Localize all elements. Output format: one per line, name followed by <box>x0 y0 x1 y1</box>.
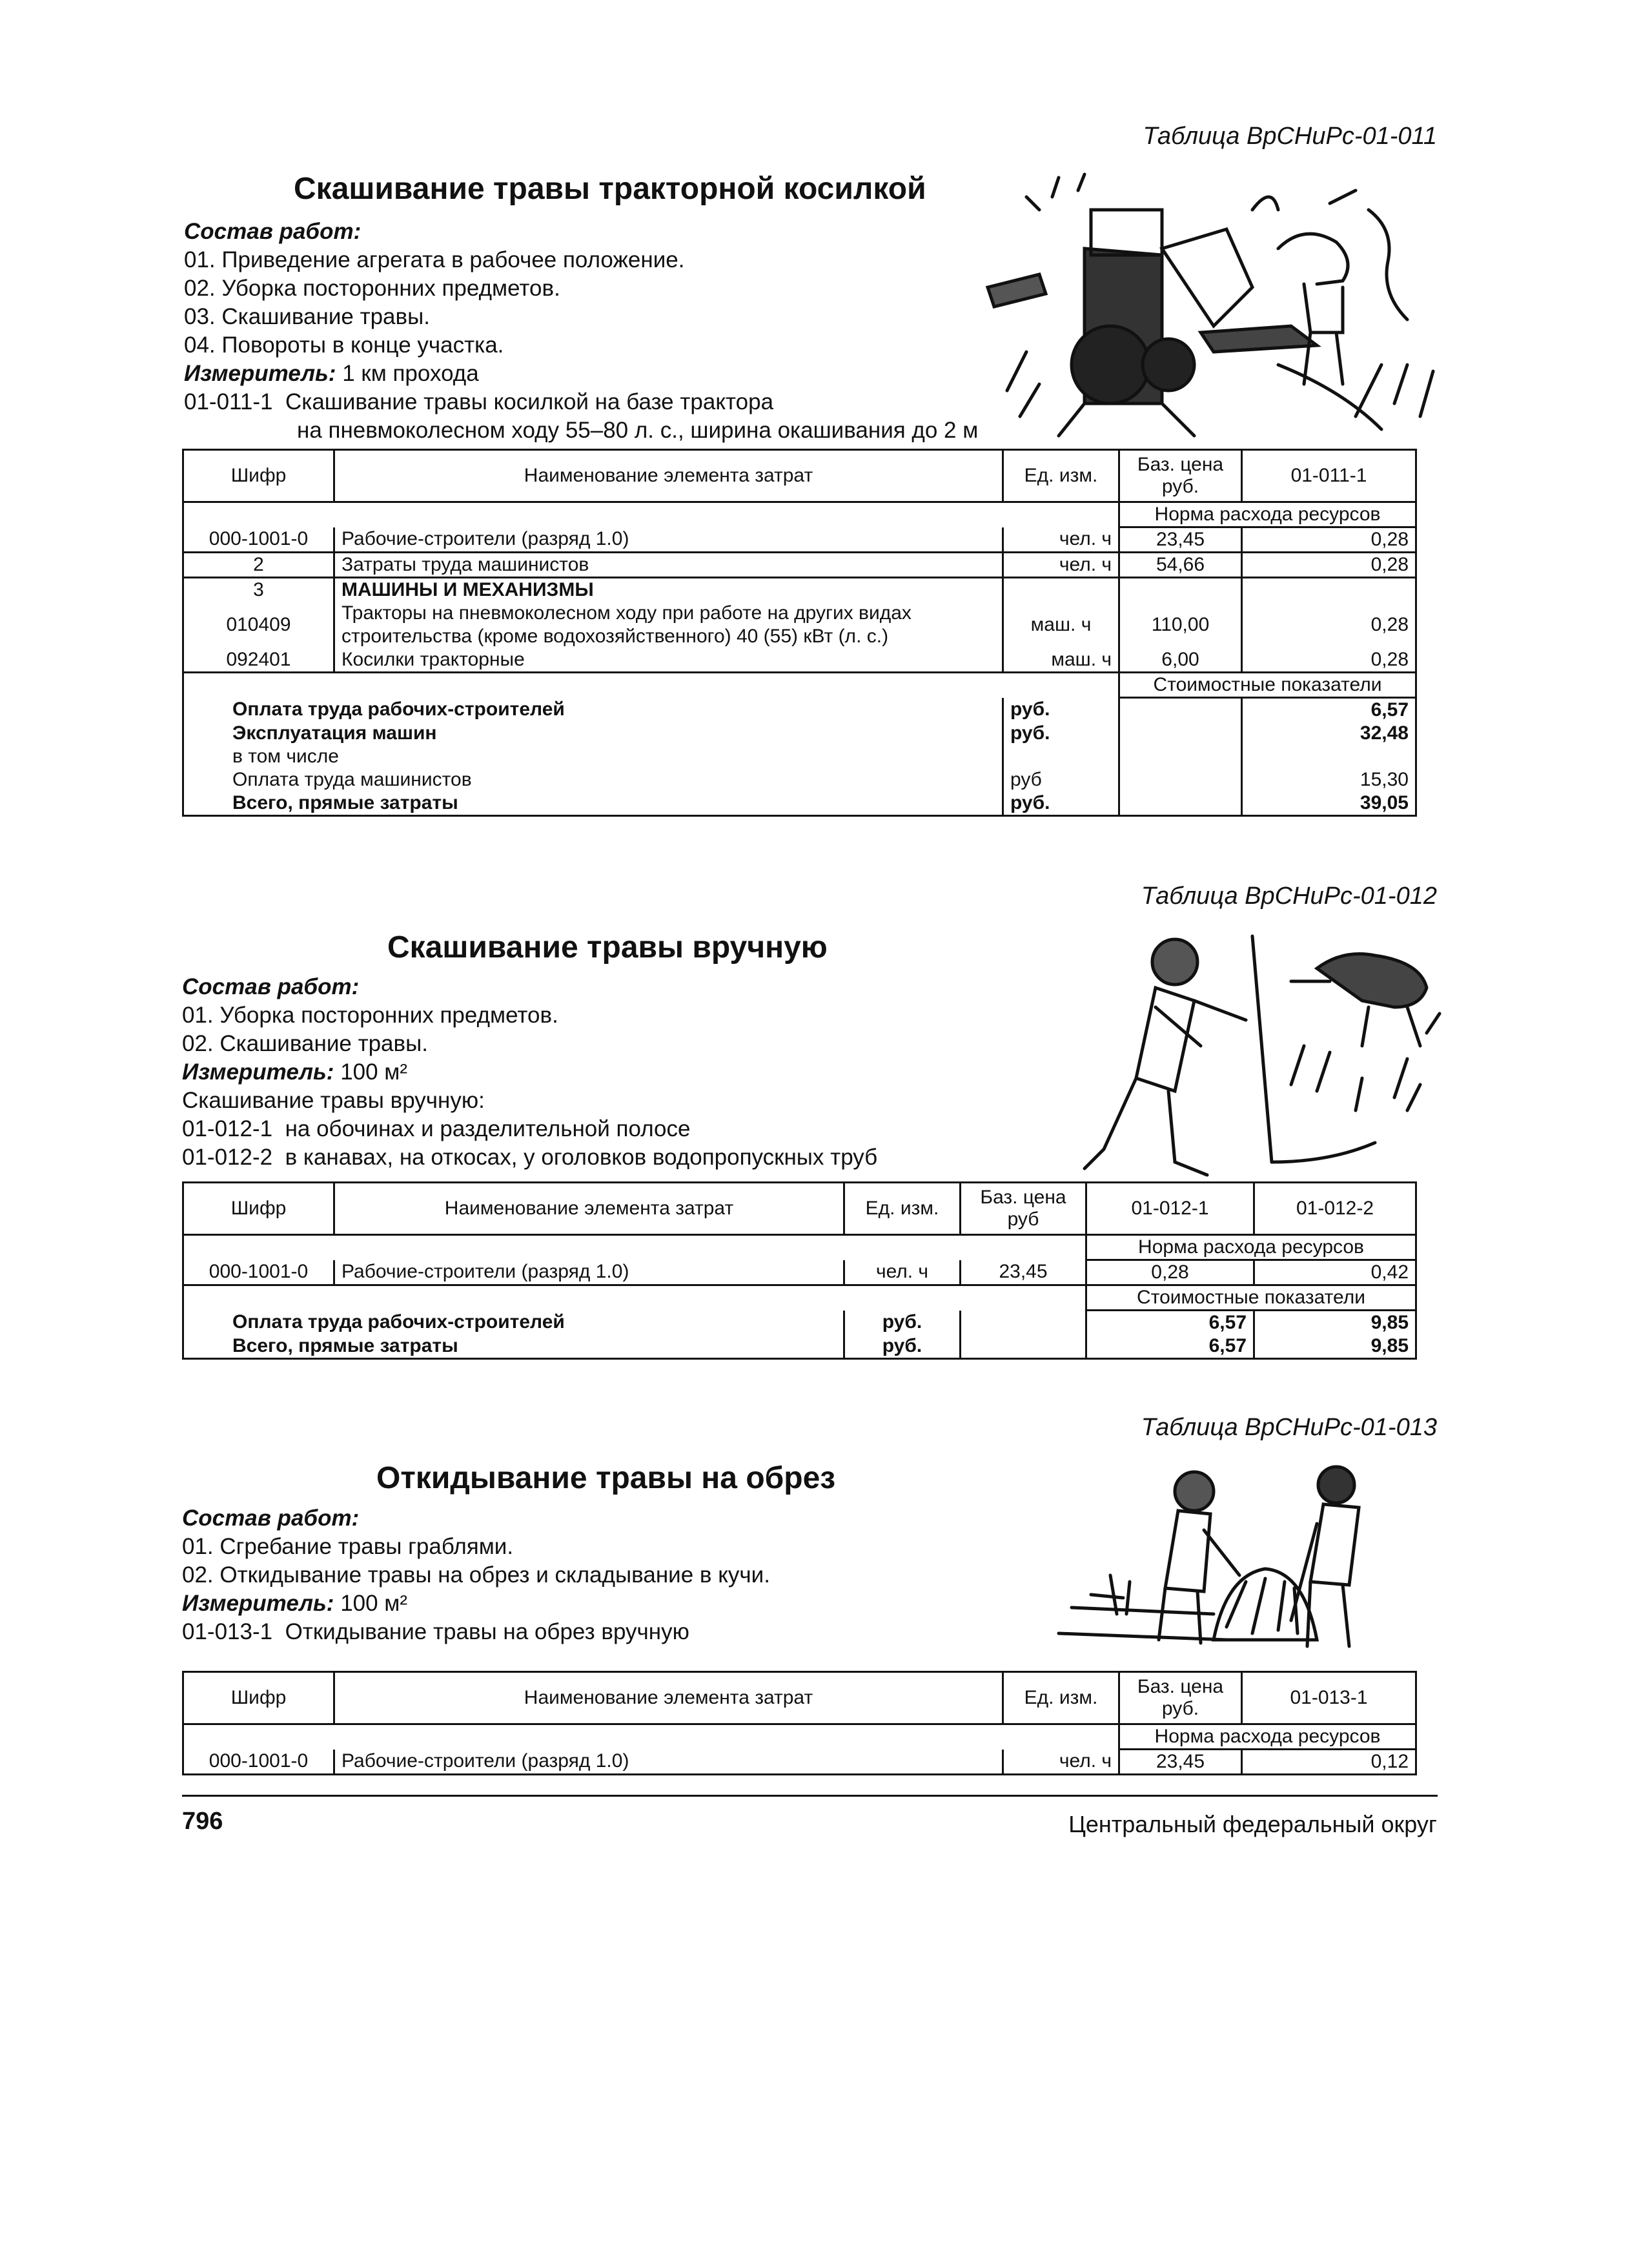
norm-row <box>183 1724 1416 1750</box>
header-price: Баз. цена руб. <box>1119 450 1242 502</box>
header-shifr: Шифр <box>183 1672 334 1724</box>
header-col1: 01-012-1 <box>1086 1183 1254 1235</box>
header-unit: Ед. изм. <box>1003 1672 1119 1724</box>
cost-label-row <box>183 1285 1416 1311</box>
header-col1: 01-013-1 <box>1242 1672 1416 1724</box>
step-item: 02. Уборка посторонних предметов. <box>184 276 560 301</box>
section-title-012: Скашивание травы вручную <box>387 930 828 965</box>
step-item: 01. Сгребание травы граблями. <box>182 1534 514 1559</box>
cost-row: Оплата труда рабочих-строителей руб. 6,57 9,85 <box>183 1311 1416 1335</box>
cost-label-row <box>183 673 1416 698</box>
footer-region: Центральный федеральный округ <box>1068 1811 1437 1837</box>
header-col1: 01-011-1 <box>1242 450 1416 502</box>
step-item: 04. Повороты в конце участка. <box>184 332 504 358</box>
header-price: Баз. цена руб <box>961 1183 1086 1235</box>
section-title-011: Скашивание травы тракторной косилкой <box>294 172 926 206</box>
code-description-cont: на пневмоколесном ходу 55–80 л. с., ширина окашивания до 2 м <box>297 418 979 443</box>
table-label-011: Таблица ВрСНиРс-01-011 <box>1143 123 1437 150</box>
table-row: 000-1001-0 Рабочие-строители (разряд 1.0) чел. ч 23,45 0,28 0,42 <box>183 1260 1416 1285</box>
table-label-013: Таблица ВрСНиРс-01-013 <box>1141 1414 1437 1441</box>
resource-table-011 <box>182 449 1417 817</box>
measure-label: Измеритель: <box>182 1591 334 1616</box>
header-unit: Ед. изм. <box>1003 450 1119 502</box>
header-shifr: Шифр <box>183 450 334 502</box>
header-shifr: Шифр <box>183 1183 334 1235</box>
norm-label: Норма расхода ресурсов <box>1086 1235 1416 1260</box>
resource-table-012 <box>182 1181 1417 1360</box>
step-item: 01. Уборка посторонних предметов. <box>182 1003 558 1028</box>
cost-label: Стоимостные показатели <box>1086 1285 1416 1311</box>
resource-table-013 <box>182 1671 1417 1775</box>
section-body-012 <box>182 973 1086 1172</box>
cost-row: Эксплуатация машин руб. 32,48 <box>183 722 1416 745</box>
measure-label: Измеритель: <box>182 1059 334 1085</box>
cost-row: Оплата труда рабочих-строителей руб. 6,57 <box>183 698 1416 722</box>
cost-row: Оплата труда машинистов руб 15,30 <box>183 768 1416 792</box>
raking-grass-illustration <box>1033 1459 1407 1666</box>
table-row: 010409 Тракторы на пневмоколесном ходу при работе на других видах строительства (кроме водохозяйственного) 40 (55) кВт (л. с.) маш. ч 110,00 0,28 <box>183 602 1416 648</box>
step-item: 01. Приведение агрегата в рабочее положение. <box>184 247 685 272</box>
measure-label: Измеритель: <box>184 361 336 386</box>
norm-label: Норма расхода ресурсов <box>1119 502 1416 527</box>
header-name: Наименование элемента затрат <box>334 450 1003 502</box>
table-row: 3 МАШИНЫ И МЕХАНИЗМЫ <box>183 578 1416 602</box>
norm-row <box>183 1235 1416 1260</box>
header-price: Баз. цена руб. <box>1119 1672 1242 1724</box>
step-item: 02. Откидывание травы на обрез и складывание в кучи. <box>182 1562 770 1588</box>
code-description: Скашивание травы косилкой на базе трактора <box>285 389 774 414</box>
section-body-013 <box>182 1504 1086 1646</box>
sostav-label: Состав работ: <box>184 219 362 244</box>
norm-row <box>183 502 1416 527</box>
measure-line <box>182 1589 1086 1618</box>
page-number: 796 <box>182 1808 223 1835</box>
code-line: 01-012-2 в канавах, на откосах, у оголовков водопропускных труб <box>182 1145 878 1170</box>
table-header-row <box>183 1183 1416 1235</box>
table-label-012: Таблица ВрСНиРс-01-012 <box>1141 883 1437 910</box>
cost-row: Всего, прямые затраты руб. 6,57 9,85 <box>183 1334 1416 1359</box>
table-row: 000-1001-0 Рабочие-строители (разряд 1.0) чел. ч 23,45 0,28 <box>183 527 1416 553</box>
table-header-row <box>183 1672 1416 1724</box>
step-item: 03. Скашивание травы. <box>184 304 431 329</box>
header-unit: Ед. изм. <box>844 1183 961 1235</box>
norm-label: Норма расхода ресурсов <box>1119 1724 1416 1750</box>
header-col2: 01-012-2 <box>1254 1183 1416 1235</box>
step-item: 02. Скашивание травы. <box>182 1031 429 1056</box>
cost-label: Стоимостные показатели <box>1119 673 1416 698</box>
code-line: 01-012-1 на обочинах и разделительной полосе <box>182 1116 691 1141</box>
code-number: 01-011-1 <box>184 389 273 414</box>
measure-value: 100 м² <box>340 1059 408 1085</box>
footer-rule <box>182 1795 1438 1797</box>
header-name: Наименование элемента затрат <box>334 1183 844 1235</box>
table-row: 2 Затраты труда машинистов чел. ч 54,66 0,28 <box>183 553 1416 578</box>
measure-line <box>182 1058 1086 1087</box>
cost-row: в том числе <box>183 745 1416 768</box>
cost-row: Всего, прямые затраты руб. 39,05 <box>183 792 1416 816</box>
sostav-label: Состав работ: <box>182 974 360 999</box>
table-row: 092401 Косилки тракторные маш. ч 6,00 0,28 <box>183 648 1416 673</box>
header-name: Наименование элемента затрат <box>334 1672 1003 1724</box>
code-line: 01-013-1 Откидывание травы на обрез вручную <box>182 1619 689 1644</box>
manual-mowing-illustration <box>1059 917 1446 1181</box>
measure-value: 1 км прохода <box>342 361 479 386</box>
measure-value: 100 м² <box>340 1591 408 1616</box>
section-title-013: Откидывание травы на обрез <box>376 1461 836 1495</box>
table-header-row <box>183 450 1416 502</box>
intro-line: Скашивание травы вручную: <box>182 1088 485 1113</box>
sostav-label: Состав работ: <box>182 1506 360 1531</box>
table-row: 000-1001-0 Рабочие-строители (разряд 1.0) чел. ч 23,45 0,12 <box>183 1750 1416 1775</box>
row-name-multiline: Тракторы на пневмоколесном ходу при работе на других видах строительства (кроме водохозяйственного) 40 (55) кВт (л. с.) <box>334 602 1003 648</box>
tractor-mowing-illustration <box>891 171 1446 442</box>
